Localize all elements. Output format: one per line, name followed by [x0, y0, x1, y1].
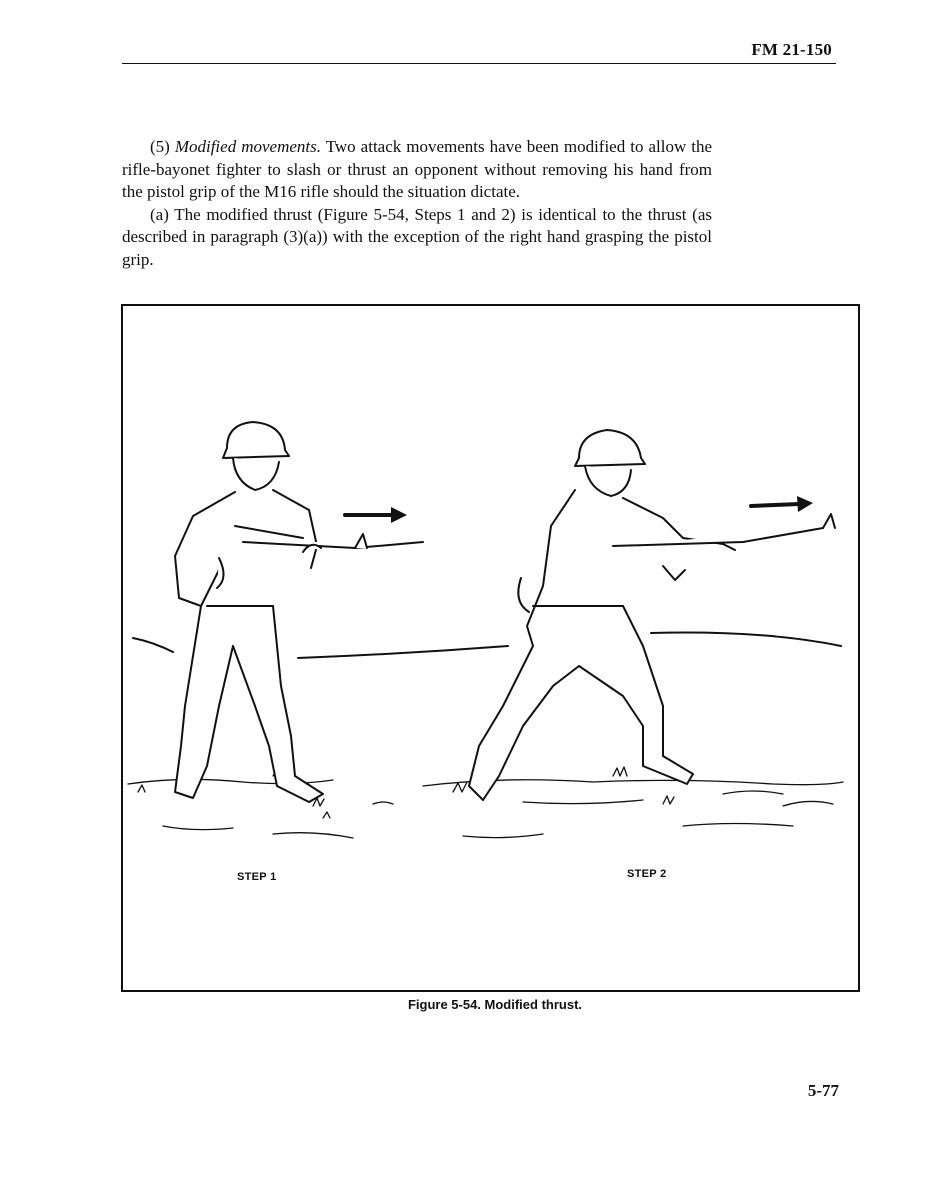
header-rule	[122, 63, 836, 64]
step-1-label: STEP 1	[237, 871, 277, 883]
paragraph-modified-movements	[122, 136, 712, 204]
arrow-icon	[345, 507, 407, 523]
figure-caption: Figure 5-54. Modified thrust.	[407, 997, 583, 1012]
soldier-step-1	[175, 422, 423, 802]
horizon-line	[298, 646, 508, 658]
arrow-icon	[751, 496, 813, 512]
figure-frame	[121, 304, 860, 992]
running-header: FM 21-150	[751, 40, 832, 59]
figure-illustration	[123, 306, 862, 994]
paragraph-modified-thrust: (a) The modified thrust (Figure 5-54, Steps 1 and 2) is identical to the thrust (as described in paragraph (3)(a)) with the exception of the right hand grasping the pistol grip.	[122, 204, 712, 269]
paragraph-number: (5)	[150, 137, 175, 156]
step-2-label: STEP 2	[627, 868, 667, 880]
horizon-line	[133, 638, 173, 652]
page-number: 5-77	[807, 1081, 839, 1100]
body-text	[122, 136, 712, 271]
paragraph-heading: Modified movements.	[174, 137, 321, 156]
paragraph-text: Two attack movements have been modified to allow the rifle-bayonet fighter to slash or thrust an opponent without removing his hand from the pistol grip of the M16 rifle should the situation dictate.	[122, 137, 712, 201]
soldier-step-2	[469, 430, 835, 800]
ground-step-1	[128, 767, 393, 838]
horizon-line	[651, 633, 841, 646]
